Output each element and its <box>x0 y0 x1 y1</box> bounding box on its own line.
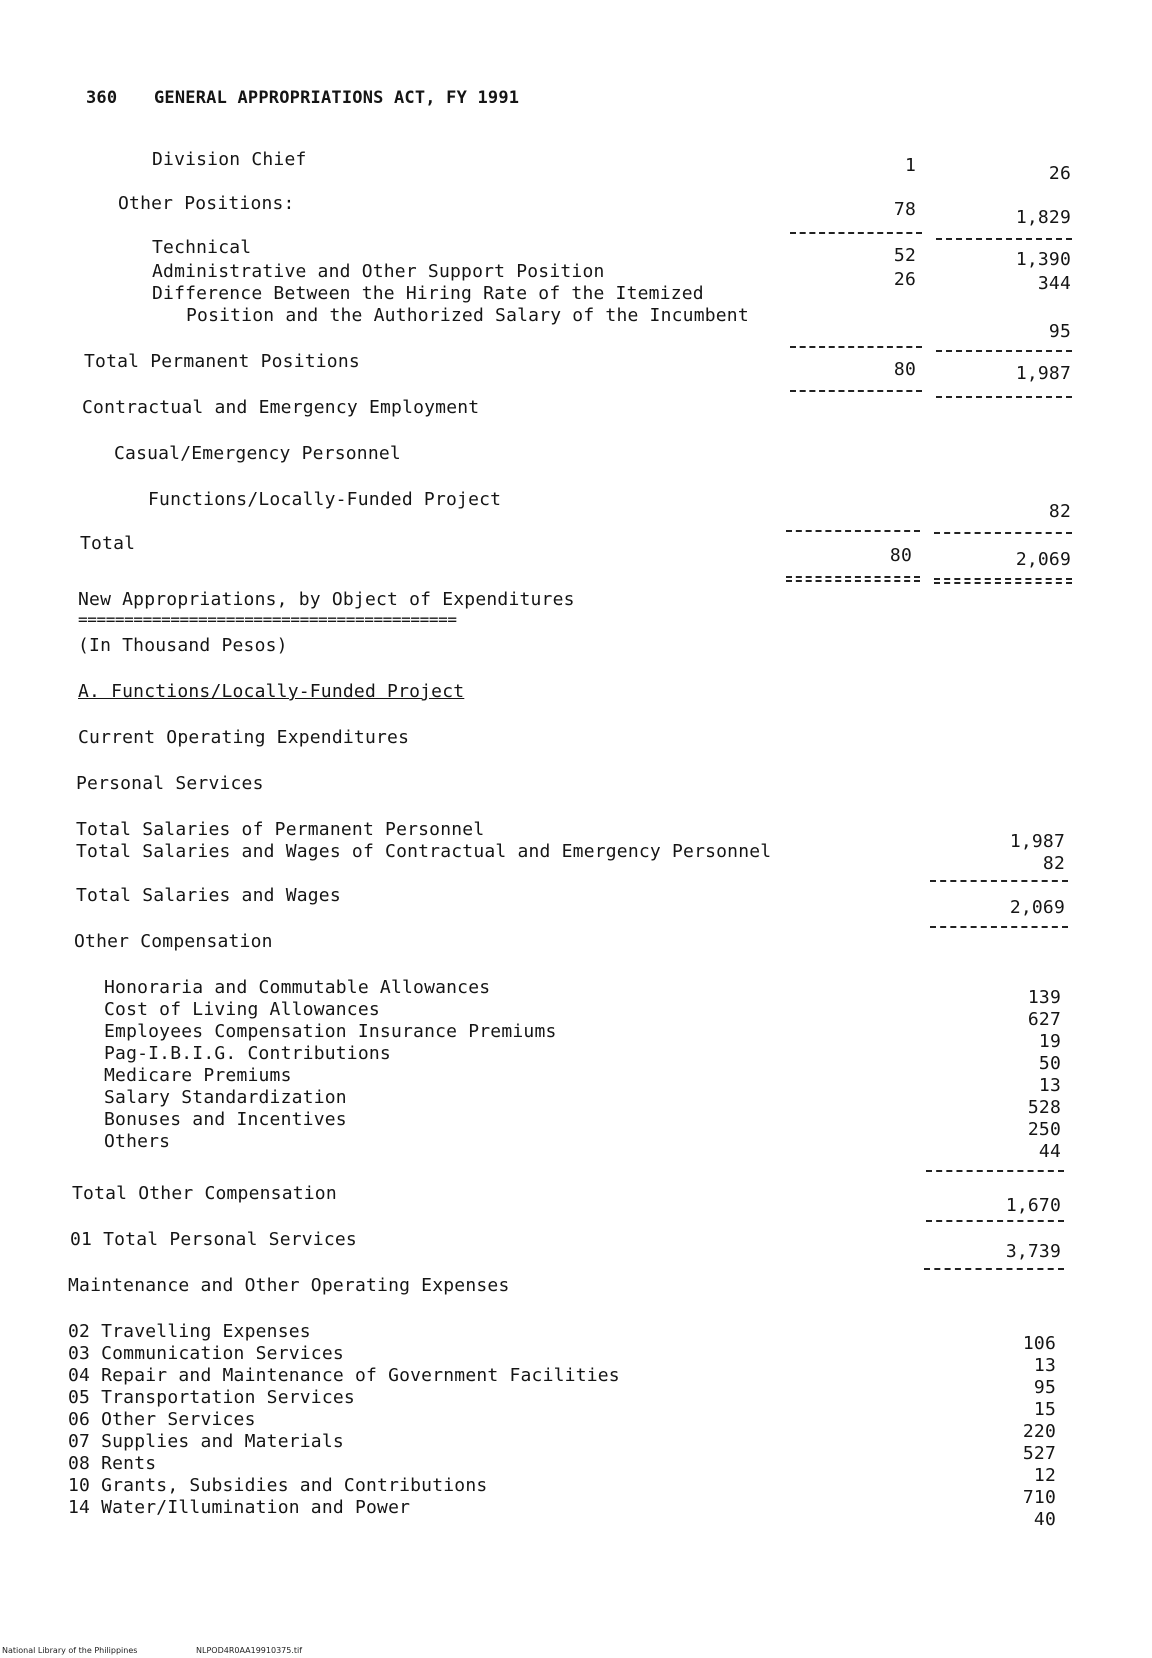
rule-divider <box>930 926 1068 928</box>
rule-divider <box>926 1170 1064 1172</box>
rule-divider <box>924 1268 1064 1270</box>
list-item-amount: 220 <box>1022 1421 1056 1442</box>
other-positions-amount: 1,829 <box>1015 207 1071 228</box>
salaries-contractual-label: Total Salaries and Wages of Contractual and Emergency Personnel <box>76 841 772 862</box>
list-item-amount: 250 <box>1027 1119 1061 1140</box>
list-item-amount: 13 <box>1033 1355 1056 1376</box>
total-permanent-label: Total Permanent Positions <box>84 351 360 372</box>
list-item-amount: 12 <box>1033 1465 1056 1486</box>
contractual-heading: Contractual and Emergency Employment <box>82 397 480 418</box>
technical-count: 52 <box>893 245 916 266</box>
list-item-label: 06 Other Services <box>68 1409 256 1430</box>
other-positions-label: Other Positions: <box>118 193 295 214</box>
total-permanent-amount: 1,987 <box>1015 363 1071 384</box>
rule-divider <box>790 232 922 234</box>
salaries-permanent-label: Total Salaries of Permanent Personnel <box>76 819 485 840</box>
personal-services-heading: Personal Services <box>76 773 264 794</box>
difference-amount: 95 <box>1048 321 1071 342</box>
division-chief-label: Division Chief <box>152 149 307 170</box>
appropriations-heading-rule: ========================================= <box>78 610 457 629</box>
difference-line-2: Position and the Authorized Salary of the Incumbent <box>186 305 749 326</box>
rule-divider <box>936 396 1072 398</box>
salaries-contractual-amount: 82 <box>1042 853 1065 874</box>
total-salaries-label: Total Salaries and Wages <box>76 885 341 906</box>
list-item-label: 10 Grants, Subsidies and Contributions <box>68 1475 488 1496</box>
total-salaries-amount: 2,069 <box>1009 897 1065 918</box>
list-item-amount: 40 <box>1033 1509 1056 1530</box>
rule-divider <box>790 390 922 392</box>
list-item-amount: 13 <box>1038 1075 1061 1096</box>
list-item-label: 02 Travelling Expenses <box>68 1321 311 1342</box>
rule-divider <box>790 346 922 348</box>
list-item-label: 07 Supplies and Materials <box>68 1431 344 1452</box>
admin-amount: 344 <box>1037 273 1071 294</box>
list-item-amount: 50 <box>1038 1053 1061 1074</box>
footer-filename: NLPOD4R0AA19910375.tif <box>196 1646 303 1655</box>
list-item-label: 08 Rents <box>68 1453 157 1474</box>
appropriations-heading: New Appropriations, by Object of Expenditures <box>78 589 575 610</box>
rule-divider <box>930 880 1068 882</box>
functions-amount: 82 <box>1048 501 1071 522</box>
admin-count: 26 <box>893 269 916 290</box>
section-a-heading: A. Functions/Locally-Funded Project <box>78 681 465 702</box>
technical-label: Technical <box>152 237 252 258</box>
other-positions-count: 78 <box>893 199 916 220</box>
current-operating-heading: Current Operating Expenditures <box>78 727 410 748</box>
rule-divider <box>936 238 1072 240</box>
division-chief-count: 1 <box>904 155 916 176</box>
rule-double <box>934 578 1072 584</box>
list-item-label: Employees Compensation Insurance Premiums <box>104 1021 557 1042</box>
list-item-amount: 106 <box>1022 1333 1056 1354</box>
list-item-label: Others <box>104 1131 171 1152</box>
total-other-comp-amount: 1,670 <box>1005 1195 1061 1216</box>
total-label: Total <box>80 533 136 554</box>
list-item-label: Cost of Living Allowances <box>104 999 380 1020</box>
page-title: GENERAL APPROPRIATIONS ACT, FY 1991 <box>154 88 520 108</box>
difference-line-1: Difference Between the Hiring Rate of the Itemized <box>152 283 704 304</box>
unit-label: (In Thousand Pesos) <box>78 635 288 656</box>
rule-divider <box>786 530 920 532</box>
list-item-label: 03 Communication Services <box>68 1343 344 1364</box>
technical-amount: 1,390 <box>1015 249 1071 270</box>
casual-heading: Casual/Emergency Personnel <box>114 443 401 464</box>
list-item-amount: 15 <box>1033 1399 1056 1420</box>
total-count: 80 <box>889 545 912 566</box>
list-item-amount: 710 <box>1022 1487 1056 1508</box>
page-number: 360 <box>86 88 118 108</box>
footer-library: National Library of the Philippines <box>2 1646 138 1655</box>
rule-double <box>786 576 920 582</box>
list-item-amount: 627 <box>1027 1009 1061 1030</box>
list-item-label: 05 Transportation Services <box>68 1387 355 1408</box>
list-item-label: Bonuses and Incentives <box>104 1109 347 1130</box>
list-item-amount: 95 <box>1033 1377 1056 1398</box>
list-item-amount: 139 <box>1027 987 1061 1008</box>
total-other-comp-label: Total Other Compensation <box>72 1183 337 1204</box>
list-item-amount: 527 <box>1022 1443 1056 1464</box>
other-compensation-heading: Other Compensation <box>74 931 273 952</box>
list-item-amount: 19 <box>1038 1031 1061 1052</box>
total-amount: 2,069 <box>1015 549 1071 570</box>
total-personal-label: 01 Total Personal Services <box>70 1229 357 1250</box>
list-item-label: Honoraria and Commutable Allowances <box>104 977 491 998</box>
rule-divider <box>926 1220 1064 1222</box>
total-permanent-count: 80 <box>893 359 916 380</box>
list-item-amount: 44 <box>1038 1141 1061 1162</box>
list-item-label: Pag-I.B.I.G. Contributions <box>104 1043 391 1064</box>
list-item-label: 04 Repair and Maintenance of Government Facilities <box>68 1365 620 1386</box>
salaries-permanent-amount: 1,987 <box>1009 831 1065 852</box>
list-item-amount: 528 <box>1027 1097 1061 1118</box>
list-item-label: Medicare Premiums <box>104 1065 292 1086</box>
mooe-heading: Maintenance and Other Operating Expenses <box>68 1275 510 1296</box>
rule-divider <box>936 350 1072 352</box>
rule-divider <box>934 532 1072 534</box>
functions-label: Functions/Locally-Funded Project <box>148 489 502 510</box>
admin-label: Administrative and Other Support Position <box>152 261 605 282</box>
total-personal-amount: 3,739 <box>1005 1241 1061 1262</box>
division-chief-amount: 26 <box>1048 163 1071 184</box>
list-item-label: Salary Standardization <box>104 1087 347 1108</box>
list-item-label: 14 Water/Illumination and Power <box>68 1497 411 1518</box>
